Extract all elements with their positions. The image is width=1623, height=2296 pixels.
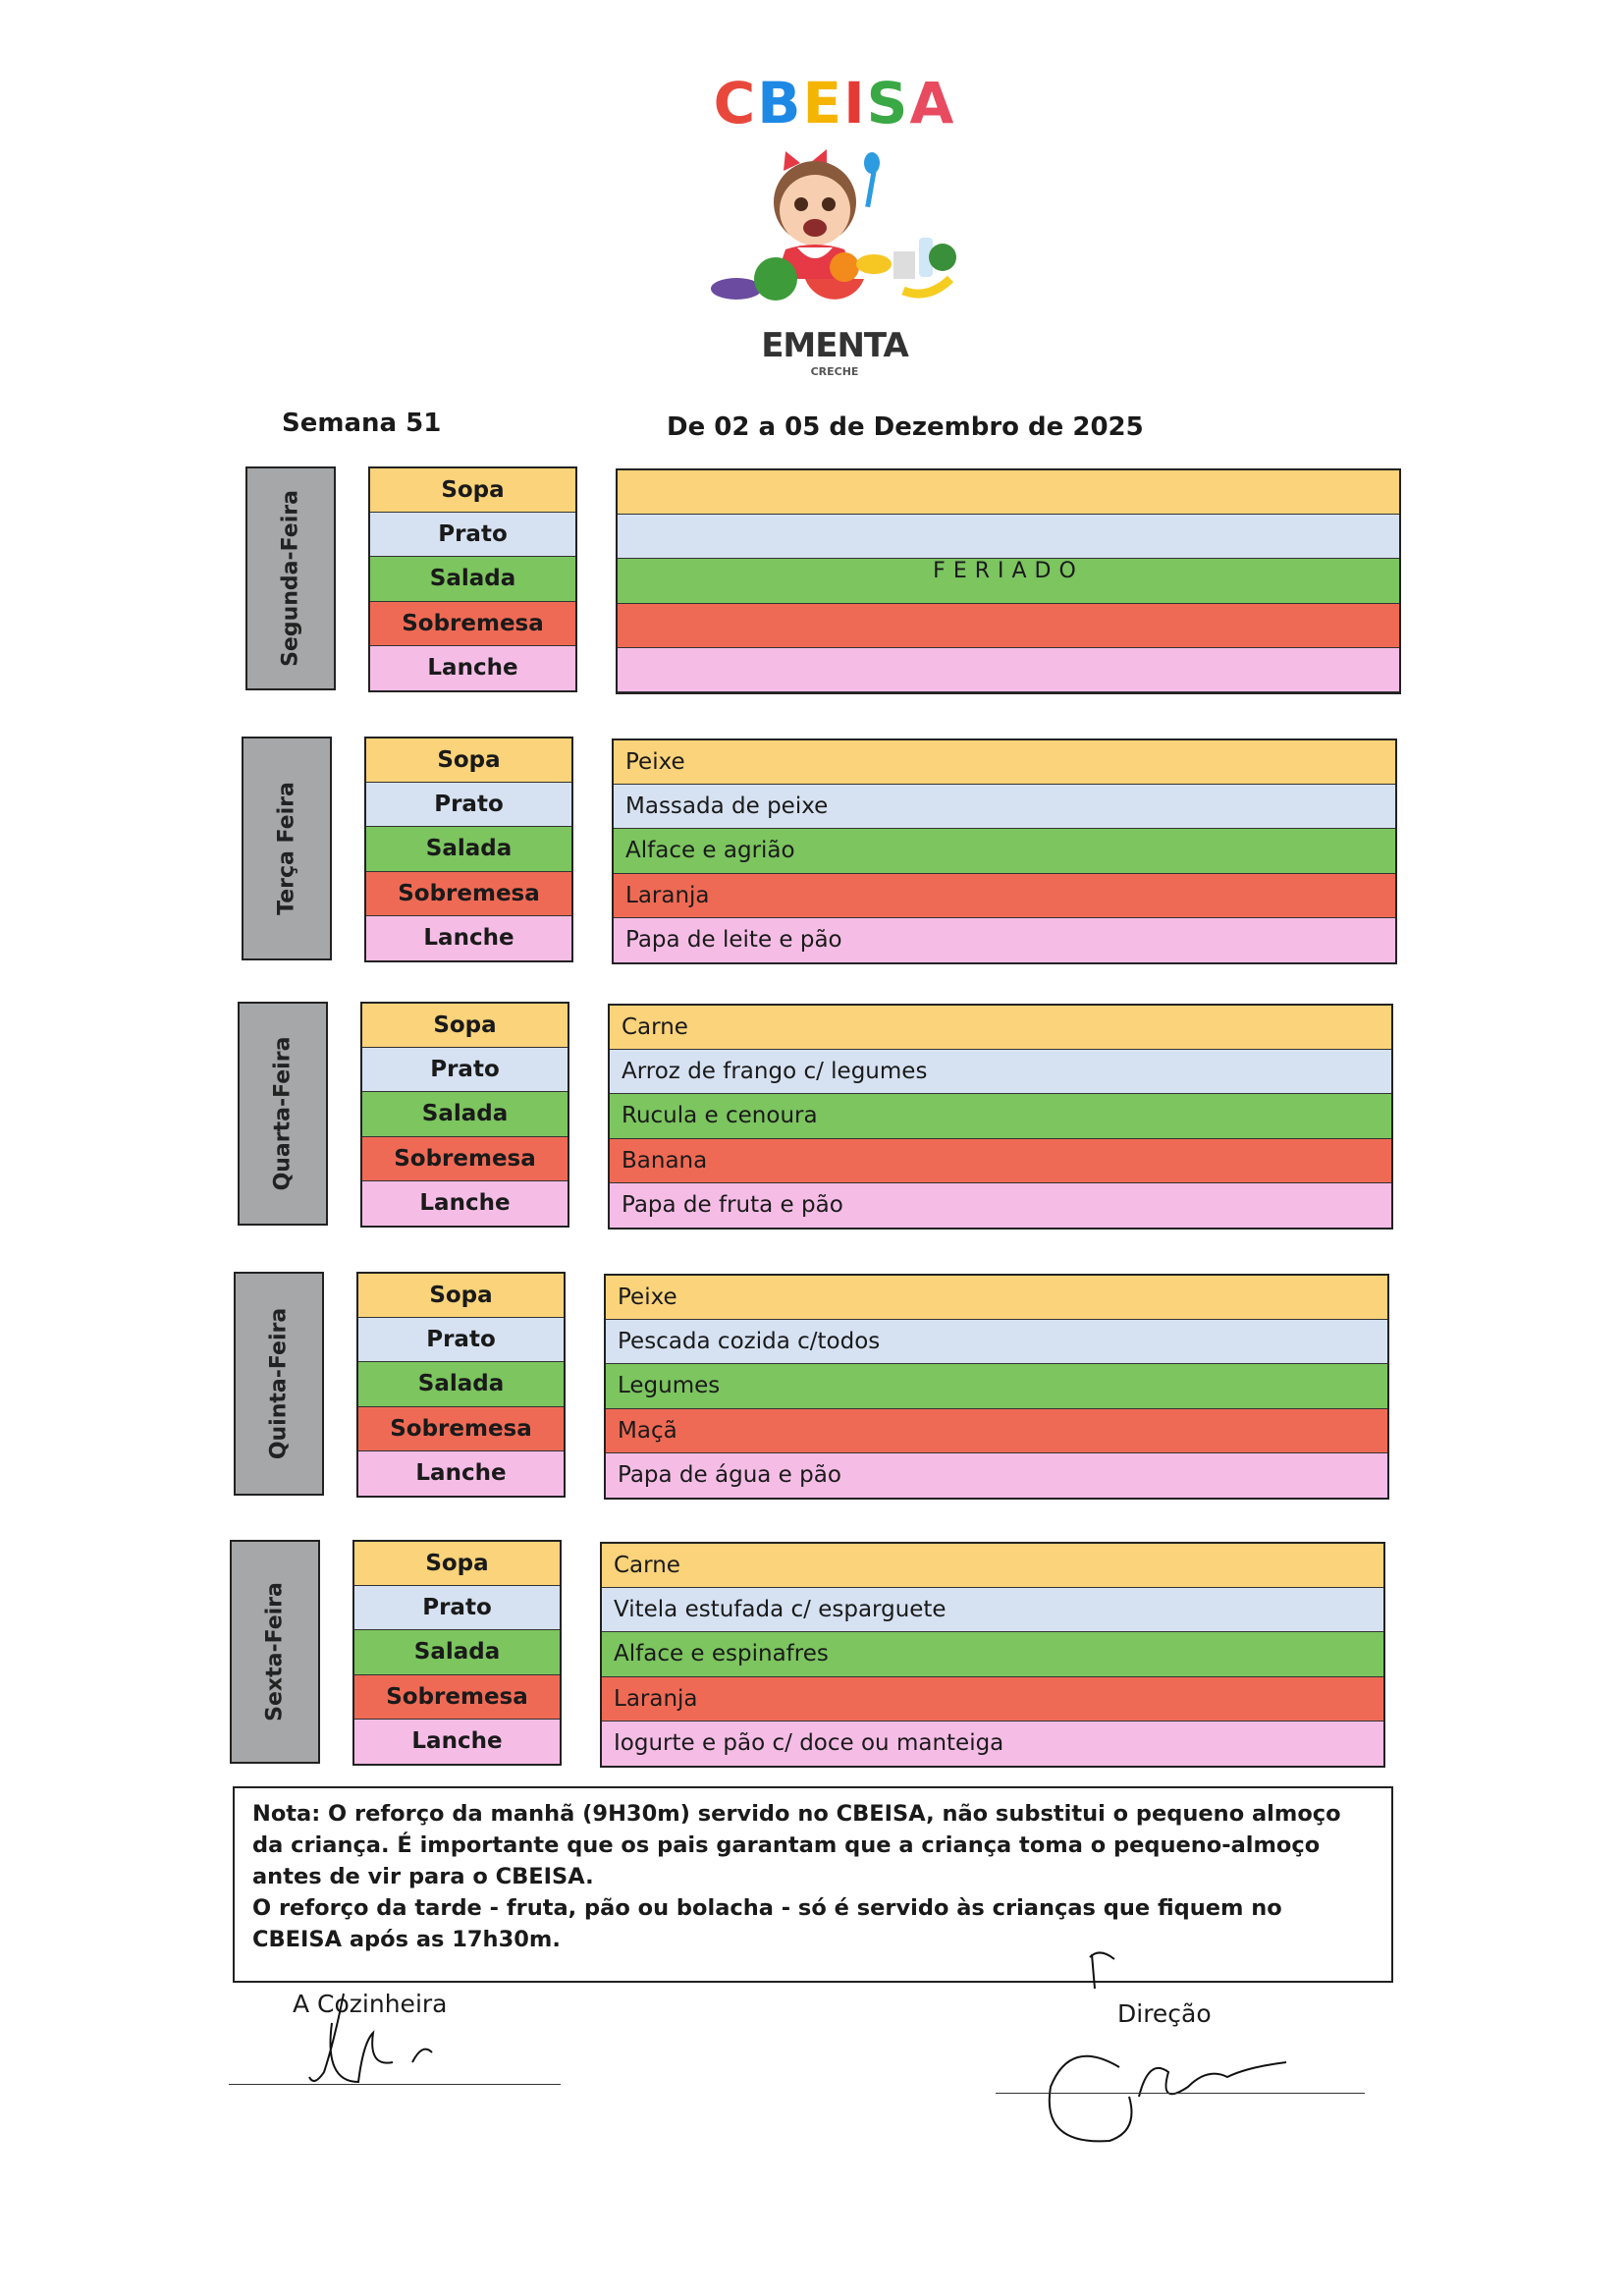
menu-item: Legumes: [606, 1364, 1387, 1408]
category-salada: Salada: [366, 827, 571, 871]
category-sobremesa: Sobremesa: [366, 872, 571, 916]
cook-signature-label: A Cozinheira: [293, 1990, 448, 2018]
direction-signature-line: [996, 2093, 1365, 2094]
menu-item: Papa de fruta e pão: [610, 1183, 1391, 1228]
menu-item: Alface e agrião: [614, 829, 1395, 873]
menu-item: Pescada cozida c/todos: [606, 1320, 1387, 1364]
menu-item: Maçã: [606, 1409, 1387, 1453]
day-name: Segunda-Feira: [278, 490, 303, 667]
menu-item: [618, 515, 1399, 559]
menu-items-column: [616, 468, 1401, 694]
brand-logo: CBEISA: [713, 70, 956, 137]
menu-item: Iogurte e pão c/ doce ou manteiga: [602, 1722, 1383, 1766]
week-number: Semana 51: [282, 409, 442, 438]
day-name: Sexta-Feira: [262, 1582, 288, 1722]
menu-item: Alface e espinafres: [602, 1632, 1383, 1676]
direction-signature-label: Direção: [1117, 1999, 1212, 2028]
menu-items-column: [604, 1274, 1389, 1500]
category-column: [360, 1002, 569, 1228]
category-salada: Salada: [354, 1630, 560, 1674]
day-name: Terça Feira: [274, 782, 299, 915]
menu-item: [618, 648, 1399, 692]
category-salada: Salada: [370, 557, 575, 601]
category-column: [364, 737, 573, 962]
category-lanche: Lanche: [366, 916, 571, 960]
note-morning: Nota: O reforço da manhã (9H30m) servido no CBEISA, não substitui o pequeno almoço da criança. É importante que os pais garantam que a criança toma o pequeno-almoço antes de vir para o CBEISA.: [252, 1801, 1341, 1889]
cook-signature-line: [229, 2084, 561, 2085]
day-label: [242, 737, 332, 960]
category-lanche: Lanche: [362, 1181, 568, 1226]
day-label: [245, 466, 336, 690]
category-prato: Prato: [354, 1586, 560, 1630]
day-label: [234, 1272, 324, 1496]
menu-item: Banana: [610, 1139, 1391, 1183]
menu-item: Papa de água e pão: [606, 1453, 1387, 1498]
menu-title: EMENTA: [761, 326, 908, 365]
category-salada: Salada: [362, 1092, 568, 1136]
category-sopa: Sopa: [358, 1274, 564, 1318]
day-label: [230, 1540, 320, 1764]
category-sobremesa: Sobremesa: [354, 1675, 560, 1720]
note-afternoon: O reforço da tarde - fruta, pão ou bolacha - só é servido às crianças que fiquem no CBEISA após as 17h30m.: [252, 1895, 1282, 1952]
category-sopa: Sopa: [366, 738, 571, 783]
menu-items-column: [612, 738, 1397, 964]
menu-subtitle: CRECHE: [810, 365, 859, 378]
menu-item: Arroz de frango c/ legumes: [610, 1050, 1391, 1094]
category-column: [368, 466, 577, 692]
category-sopa: Sopa: [362, 1004, 568, 1048]
date-range: De 02 a 05 de Dezembro de 2025: [667, 412, 1144, 442]
cook-signature: [304, 1984, 481, 2092]
category-column: [352, 1540, 562, 1766]
day-label: [238, 1002, 328, 1226]
category-sobremesa: Sobremesa: [358, 1407, 564, 1451]
menu-items-column: [608, 1004, 1393, 1230]
category-lanche: Lanche: [354, 1720, 560, 1764]
holiday-label: FERIADO: [933, 559, 1084, 583]
category-column: [356, 1272, 566, 1498]
child-mascot-illustration: [707, 141, 962, 328]
menu-item: Papa de leite e pão: [614, 918, 1395, 962]
menu-item: Laranja: [602, 1677, 1383, 1722]
category-prato: Prato: [358, 1318, 564, 1362]
category-lanche: Lanche: [370, 646, 575, 690]
category-prato: Prato: [366, 783, 571, 827]
menu-items-column: [600, 1542, 1385, 1768]
category-prato: Prato: [362, 1048, 568, 1092]
menu-item: Carne: [610, 1006, 1391, 1050]
category-lanche: Lanche: [358, 1451, 564, 1496]
category-sopa: Sopa: [370, 468, 575, 513]
direction-signature: [1031, 1949, 1306, 2156]
day-name: Quarta-Feira: [270, 1036, 296, 1191]
category-sopa: Sopa: [354, 1542, 560, 1586]
category-sobremesa: Sobremesa: [362, 1137, 568, 1181]
menu-item: Peixe: [606, 1276, 1387, 1320]
category-prato: Prato: [370, 513, 575, 557]
menu-item: [618, 604, 1399, 648]
menu-item: Laranja: [614, 874, 1395, 918]
menu-item: Carne: [602, 1544, 1383, 1588]
menu-item: Peixe: [614, 740, 1395, 785]
menu-item: [618, 470, 1399, 515]
category-salada: Salada: [358, 1362, 564, 1406]
menu-item: Vitela estufada c/ esparguete: [602, 1588, 1383, 1632]
logo: [687, 69, 982, 378]
menu-item: Massada de peixe: [614, 785, 1395, 829]
day-name: Quinta-Feira: [266, 1307, 292, 1460]
menu-item: Rucula e cenoura: [610, 1094, 1391, 1138]
category-sobremesa: Sobremesa: [370, 602, 575, 646]
